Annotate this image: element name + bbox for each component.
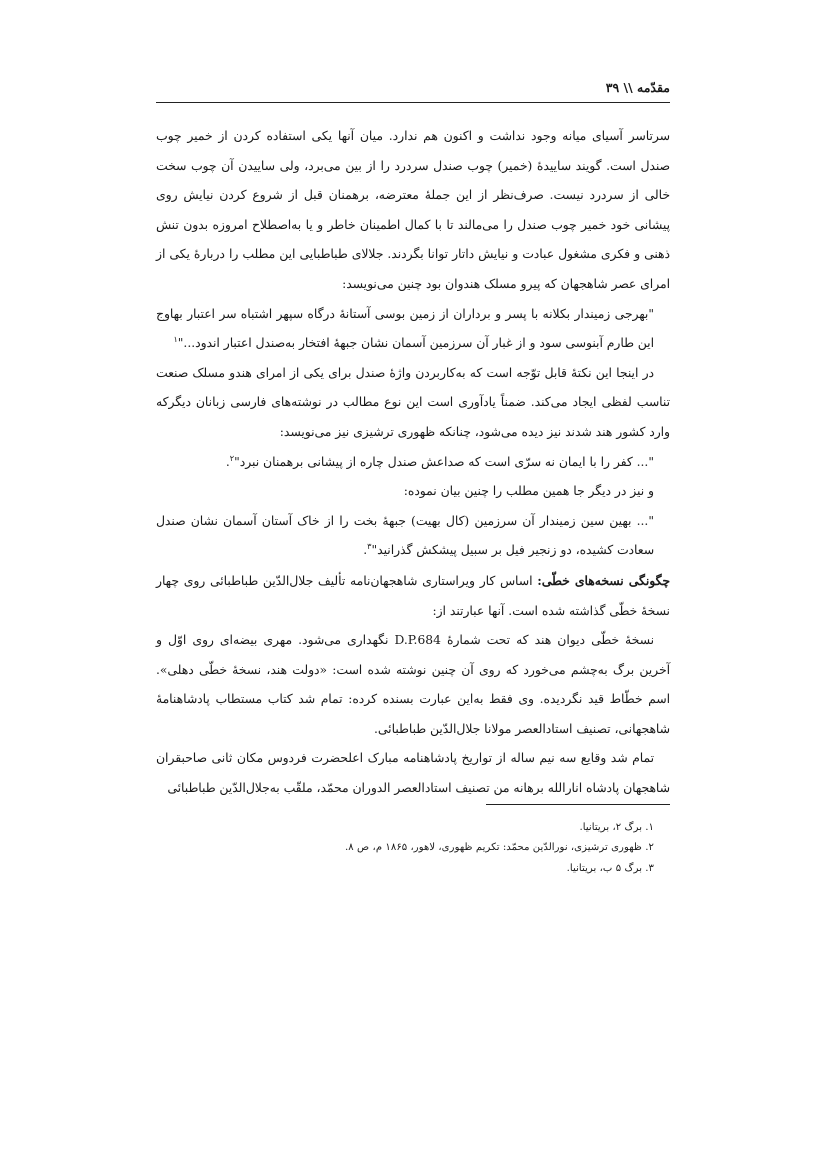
footnote-ref-3: ۳	[367, 542, 372, 552]
section-heading: چگونگی نسخه‌های خطّی:	[537, 572, 670, 588]
footnote-rule	[486, 804, 670, 805]
quote-1-text: "بهرجی زمیندار بکلانه با پسر و برداران از زمین بوسی آستانهٔ درگاه سپهر اشتباه سر اعتبار بهاوج این طارم آبنوسی سود و از غبار آن سرزمین آسمان نشان جبههٔ افتخار به‌صندل اعتبار اندود..."	[156, 306, 654, 351]
footnote-1: ۱. برگ ۲، بریتانیا.	[579, 822, 654, 833]
quote-2-end: .	[225, 454, 230, 469]
paragraph-4	[156, 566, 670, 626]
quote-1	[156, 300, 670, 359]
quote-3-end: .	[363, 543, 368, 558]
main-text	[156, 122, 670, 804]
paragraph-6: تمام شد وقایع سه نیم ساله از تواریخ پادشاهنامه مبارک اعلحضرت فردوس مکان ثانی صاحبقران شاهجهان پادشاه انارالله برهانه من تصنیف استادالعصر الدوران محمّد، ملقّب به‌جلال‌الدّین طباطبائی	[156, 751, 670, 796]
paragraph-1: سرتاسر آسیای میانه وجود نداشت و اکنون هم ندارد. میان آنها یکی استفاده کردن از خمیر چوب صندل است. گویند ساییدهٔ (خمیر) چوب صندل سردرد را از بین می‌برد، ولی ساییدن آن چوب سخت خالی از سردرد نیست. صرف‌نظر از این جملهٔ معترضه، برهمنان قبل از شروع کردن نیایش روی پیشانی خود خمیر چوب صندل را می‌مالند تا با کمال اطمینان خاطر و یا به‌اصطلاح امروزه بدون تنش ذهنی و فکری مشغول عبادت و نیایش داتار توانا بگردند. جلالای طباطبایی این مطلب را دربارهٔ یکی از امرای عصر شاهجهان که پیرو مسلک هندوان بود چنین می‌نویسد:	[156, 129, 670, 291]
footnote-ref-1: ۱	[173, 335, 178, 345]
quote-2-text: "... کفر را با ایمان نه سرّی است که صداعش صندل چاره از پیشانی برهمنان نبرد"	[234, 454, 654, 469]
footnote-ref-2: ۲	[229, 453, 235, 463]
footnote-3: ۳. برگ ۵ ب، بریتانیا.	[566, 862, 654, 874]
quote-3-text: "... بهین سین زمیندار آن سرزمین (کال بهیت) جبههٔ بخت را از خاک آستان آسمان نشان صندل سعادت کشیده، دو زنجیر فیل بر سبیل پیشکش گذرانید"	[156, 513, 654, 558]
header-rule	[156, 102, 670, 103]
paragraph-2: در اینجا این نکتهٔ قابل توّجه است که به‌کاربردن واژهٔ صندل برای یکی از امرای هندو مسلک صنعت تناسب لفظی ایجاد می‌کند. ضمناً یادآوری است این نوع مطالب در نوشته‌های فارسی زبانان دیگرکه وارد کشور هند شدند نیز دیده می‌شود، چنانکه ظهوری ترشیزی نیز می‌نویسد:	[156, 365, 670, 439]
quote-3	[156, 507, 670, 566]
paragraph-4-text: اساس کار ویراستاری شاهجهان‌نامه تألیف جلال‌الدّین طباطبائی روی چهار نسخهٔ خطّی گذاشته شده است. آنها عبارتند از:	[156, 573, 670, 618]
footnote-2: ۲. ظهوری ترشیزی، نورالدّین محمّد: تکریم ظهوری، لاهور، ۱۸۶۵ م، ص ۸.	[345, 842, 654, 854]
paragraph-3: و نیز در دیگر جا همین مطلب را چنین بیان نموده:	[403, 484, 654, 499]
running-header: مقدّمه \\ ۳۹	[605, 80, 670, 95]
footnotes	[156, 818, 670, 879]
quote-2	[156, 448, 670, 478]
paragraph-5: نسخهٔ خطّی دیوان هند که تحت شمارهٔ D.P.684 نگهداری می‌شود. مهری بیضه‌ای روی اوّل و آخرین برگ به‌چشم می‌خورد که روی آن چنین نوشته شده است: «دولت هند، نسخهٔ خطّی دهلی». اسم خطّاط قید نگردیده. وی فقط به‌این عبارت بسنده کرده: تمام شد کتاب مستطاب پادشاهنامهٔ شاهجهانی، تصنیف استادالعصر مولانا جلال‌الدّین طباطبائی.	[156, 633, 670, 736]
